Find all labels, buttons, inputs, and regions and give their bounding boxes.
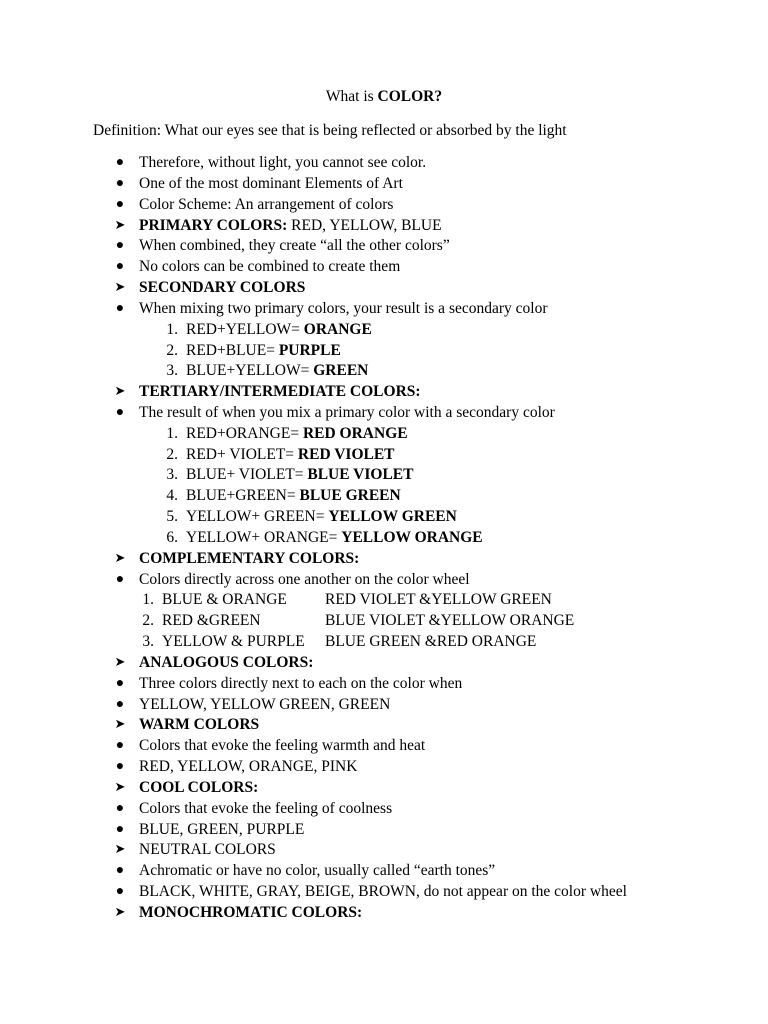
list-line [0,381,768,402]
disc-bullet-icon: ● [115,821,125,837]
arrowhead-bullet-icon: ➤ [114,904,126,920]
bullet-text: Color Scheme: An arrangement of colors [139,195,394,213]
disc-bullet-icon: ● [115,238,125,254]
mix-result: RED ORANGE [302,424,408,442]
definition-text: Definition: What our eyes see that is being reflected or absorbed by the light [93,122,567,139]
bullet-text: Colors directly across one another on the color wheel [139,570,470,588]
mix-formula: RED+BLUE= [186,341,279,359]
list-number: 2. [142,612,154,630]
pair-left: BLUE & ORANGE [162,591,287,609]
list-line [0,610,768,631]
heading-bold: COOL COLORS: [139,778,259,796]
bullet-text: BLACK, WHITE, GRAY, BEIGE, BROWN, do not appear on the color wheel [139,883,627,900]
heading-text [139,902,362,923]
list-line [0,714,768,735]
list-number: 3. [142,633,154,651]
numbered-text [186,506,457,527]
list-line [0,839,768,860]
disc-bullet-icon: ● [115,155,125,170]
numbered-text [186,360,368,381]
mix-result: BLUE GREEN [299,487,401,505]
arrowhead-bullet-icon: ➤ [114,842,126,858]
arrowhead-bullet-icon: ➤ [114,384,126,400]
mix-result: RED VIOLET [297,445,395,463]
heading-bold: WARM COLORS [139,716,260,734]
list-line [0,631,768,652]
list-number: 3. [166,362,178,380]
heading-rest: RED, YELLOW, BLUE [287,216,442,234]
list-line [0,735,768,756]
list-number: 1. [166,424,178,442]
heading-bold: SECONDARY COLORS [139,279,306,296]
mix-formula: RED+ VIOLET= [186,445,298,463]
list-line [0,298,768,319]
list-line [0,277,768,298]
list-line [0,798,768,819]
arrowhead-bullet-icon: ➤ [114,779,126,795]
list-line [0,319,768,340]
bullet-text: YELLOW, YELLOW GREEN, GREEN [139,695,391,713]
list-number: 2. [166,445,178,463]
disc-bullet-icon: ● [115,300,125,316]
heading-bold: PRIMARY COLORS: [139,216,288,234]
disc-bullet-icon: ● [115,696,125,712]
list-line [0,444,768,465]
list-number: 2. [166,341,178,359]
pair-right: BLUE GREEN &RED ORANGE [325,633,537,651]
numbered-text [186,340,341,361]
list-line [0,756,768,777]
list-line [0,902,768,923]
document-title [0,86,768,107]
list-line [0,360,768,381]
heading-rest: NEUTRAL COLORS [139,841,276,859]
list-line [0,194,768,215]
mix-result: YELLOW GREEN [328,508,457,526]
list-line [0,548,768,569]
list-line [0,256,768,277]
bullet-text: One of the most dominant Elements of Art [139,174,403,192]
list-line [0,215,768,236]
mix-formula: BLUE+YELLOW= [186,362,314,380]
heading-text [139,839,276,860]
heading-text [139,548,359,569]
bullet-text: Three colors directly next to each on the color when [139,674,463,692]
bullet-text: When combined, they create “all the other colors” [139,237,450,255]
mix-formula: BLUE+ VIOLET= [186,466,308,484]
pair-right: BLUE VIOLET &YELLOW ORANGE [325,612,575,630]
numbered-text [186,319,372,340]
list-number: 6. [166,528,178,546]
heading-text [139,277,305,298]
bullet-text: Therefore, without light, you cannot see color. [139,154,427,171]
heading-text [139,215,442,236]
list-line [0,402,768,423]
numbered-text [186,423,408,444]
list-line [0,652,768,673]
bullet-text: Colors that evoke the feeling warmth and heat [139,737,426,755]
list-number: 4. [166,487,178,505]
list-line [0,860,768,881]
mix-result: GREEN [313,362,369,380]
arrowhead-bullet-icon: ➤ [114,550,126,566]
pair-left: RED &GREEN [162,612,261,630]
list-line [0,589,768,610]
list-line [0,235,768,256]
list-line [0,673,768,694]
arrowhead-bullet-icon: ➤ [114,717,126,733]
disc-bullet-icon: ● [115,863,125,879]
disc-bullet-icon: ● [115,259,125,275]
mix-result: YELLOW ORANGE [341,528,483,546]
numbered-text [186,485,401,506]
heading-text [139,714,259,735]
heading-bold: ANALOGOUS COLORS: [139,653,314,671]
bullet-text: The result of when you mix a primary color with a secondary color [139,404,555,421]
list-line [0,423,768,444]
mix-formula: YELLOW+ GREEN= [186,508,329,526]
disc-bullet-icon: ● [115,884,125,899]
mix-formula: BLUE+GREEN= [186,487,300,505]
numbered-text [186,464,413,485]
mix-formula: RED+YELLOW= [186,320,304,338]
mix-formula: YELLOW+ ORANGE= [186,528,342,546]
arrowhead-bullet-icon: ➤ [114,654,126,670]
heading-bold: COMPLEMENTARY COLORS: [139,549,360,567]
list-line [0,527,768,548]
disc-bullet-icon: ● [115,196,125,212]
numbered-text [186,527,483,548]
list-line [0,173,768,194]
list-number: 3. [166,466,178,484]
bullet-text: When mixing two primary colors, your result is a secondary color [139,299,548,317]
list-number: 1. [166,320,178,338]
list-line [0,340,768,361]
title-bold: COLOR? [377,88,443,105]
disc-bullet-icon: ● [115,571,125,587]
disc-bullet-icon: ● [115,800,125,816]
disc-bullet-icon: ● [115,175,125,191]
list-line [0,506,768,527]
list-line [0,777,768,798]
list-line [0,819,768,840]
list-line [0,694,768,715]
list-line [0,881,768,902]
heading-text [139,652,313,673]
bullet-text: No colors can be combined to create them [139,258,401,276]
bullet-text: Colors that evoke the feeling of coolness [139,799,393,817]
bullet-text: RED, YELLOW, ORANGE, PINK [139,758,358,776]
mix-formula: RED+ORANGE= [186,424,303,442]
list-number: 1. [142,591,154,609]
list-line [0,464,768,485]
heading-bold: TERTIARY/INTERMEDIATE COLORS: [139,383,421,401]
arrowhead-bullet-icon: ➤ [114,217,126,233]
heading-text [139,381,421,402]
disc-bullet-icon: ● [115,675,125,691]
bullet-text: Achromatic or have no color, usually called “earth tones” [139,862,496,880]
bullet-text: BLUE, GREEN, PURPLE [139,820,305,838]
arrowhead-bullet-icon: ➤ [114,280,126,295]
heading-bold: MONOCHROMATIC COLORS: [139,903,363,921]
mix-result: PURPLE [278,341,341,359]
list-line [0,569,768,590]
list-line [0,152,768,173]
mix-result: ORANGE [303,320,372,338]
title-prefix: What is [325,88,378,105]
disc-bullet-icon: ● [115,738,125,754]
mix-result: BLUE VIOLET [307,466,414,484]
numbered-text [186,444,395,465]
list-line [0,485,768,506]
pair-left: YELLOW & PURPLE [162,633,305,651]
heading-text [139,777,258,798]
pair-right: RED VIOLET &YELLOW GREEN [325,591,552,609]
list-number: 5. [166,508,178,526]
disc-bullet-icon: ● [115,405,125,420]
disc-bullet-icon: ● [115,759,125,775]
